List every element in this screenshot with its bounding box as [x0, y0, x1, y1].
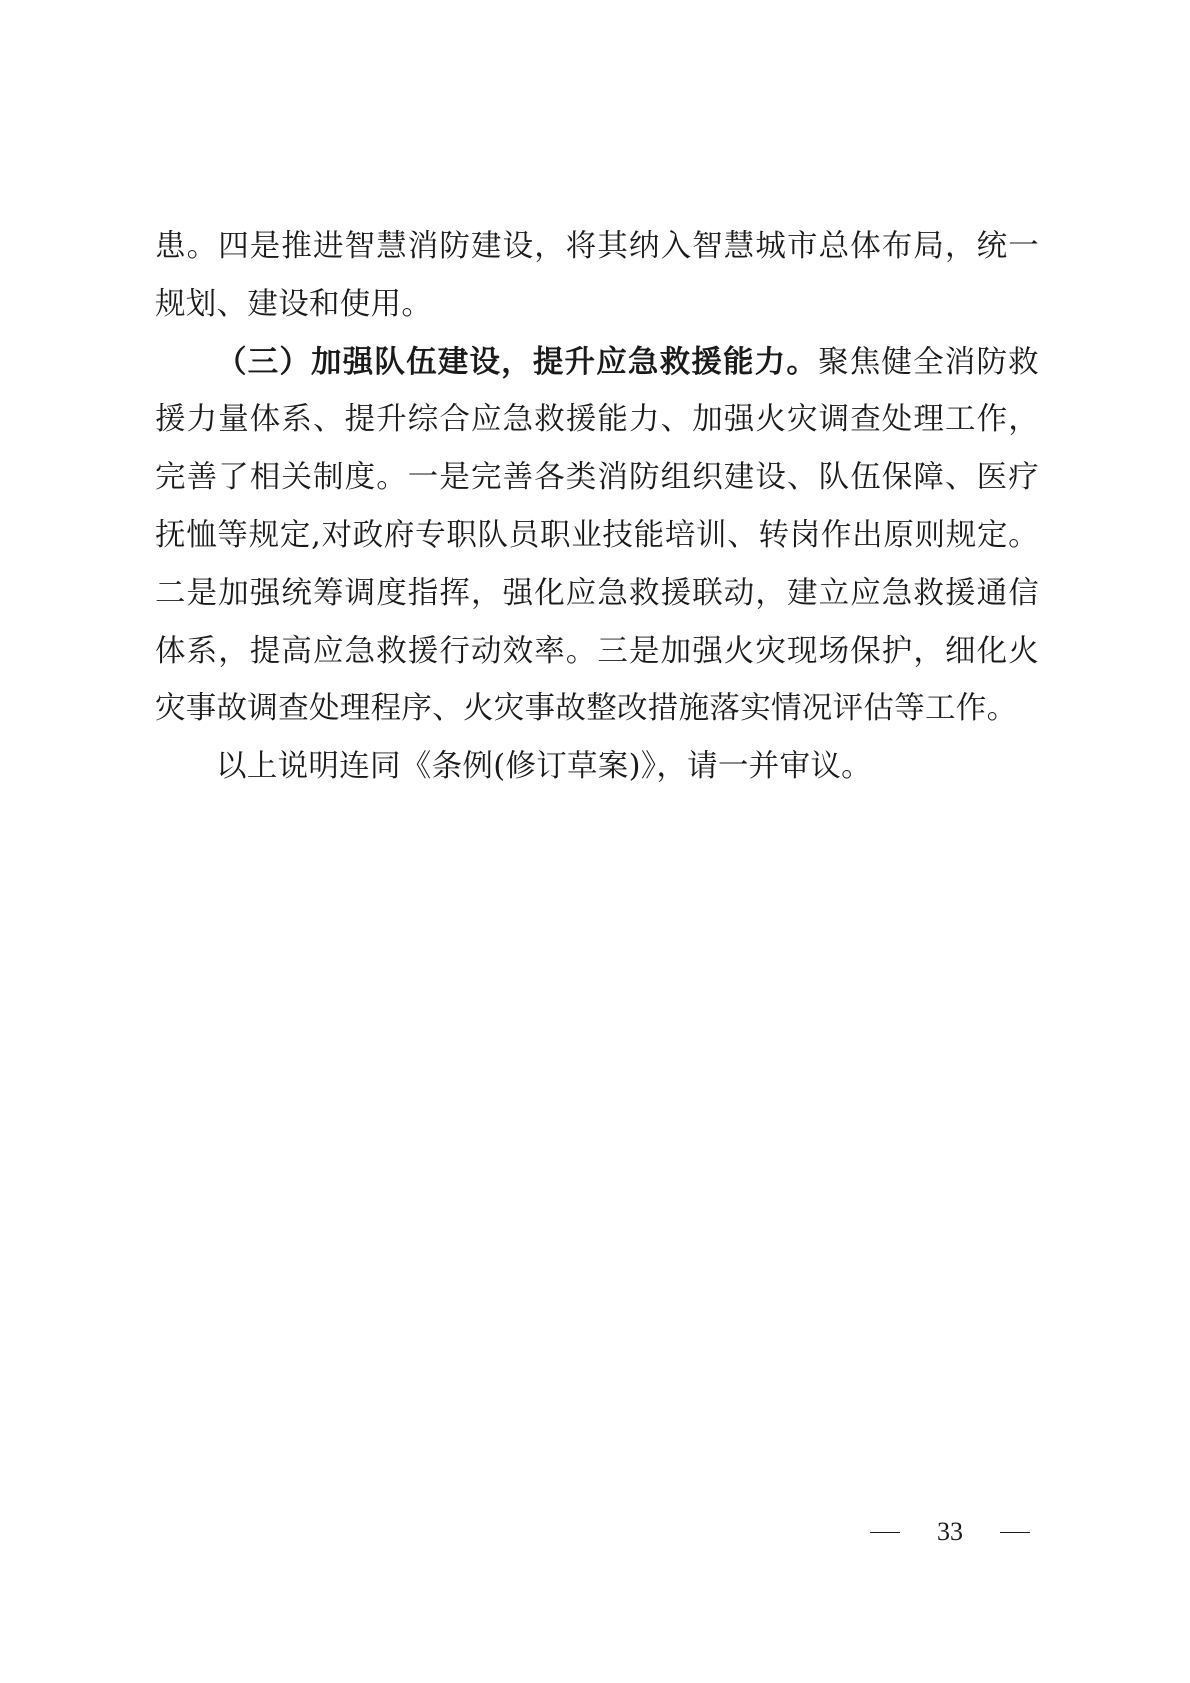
paragraph-text: 患。四是推进智慧消防建设，将其纳入智慧城市总体布局，统一规划、建设和使用。	[155, 229, 1039, 322]
dash-right	[1000, 1532, 1030, 1533]
paragraph-continuation	[155, 218, 1039, 334]
document-body	[155, 218, 1039, 796]
paragraph-text: 聚焦健全消防救援力量体系、提升综合应急救援能力、加强火灾调查处理工作，完善了相关制度。一是完善各类消防组织建设、队伍保障、医疗抚恤等规定,对政府专职队员职业技能培训、转岗作出原则规定。二是加强统筹调度指挥，强化应急救援联动，建立应急救援通信体系，提高应急救援行动效率。三是加强火灾现场保护，细化火灾事故调查处理程序、火灾事故整改措施落实情况评估等工作。	[155, 344, 1039, 727]
paragraph-text: 以上说明连同《条例(修订草案)》，请一并审议。	[216, 749, 872, 785]
paragraph-closing	[155, 738, 1039, 796]
section-heading: （三）加强队伍建设，提升应急救援能力。	[216, 343, 819, 380]
dash-left	[870, 1532, 900, 1533]
page-number: 33	[937, 1517, 963, 1546]
page-number-footer	[870, 1515, 1030, 1549]
paragraph-section-three	[155, 334, 1039, 739]
